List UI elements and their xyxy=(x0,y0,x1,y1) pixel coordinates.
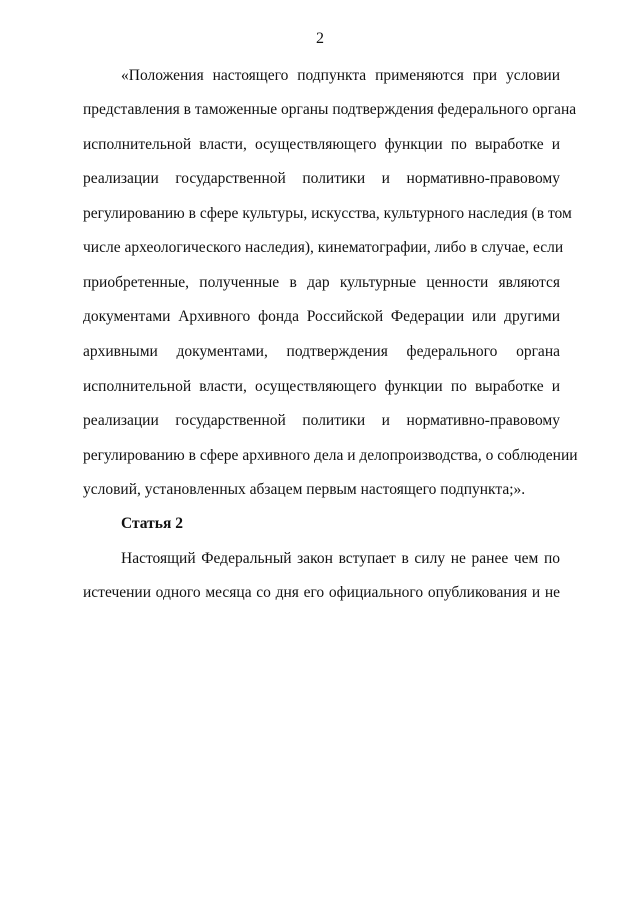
text-line: приобретенные, полученные в дар культурные ценности являются xyxy=(83,274,560,291)
text-line: реализации государственной политики и нормативно-правовому xyxy=(83,412,560,429)
text-line: документами Архивного фонда Российской Федерации или другими xyxy=(83,308,560,325)
text-line: исполнительной власти, осуществляющего функции по выработке и xyxy=(83,136,560,153)
page-number: 2 xyxy=(316,30,324,47)
text-line: представления в таможенные органы подтверждения федерального органа xyxy=(83,101,577,118)
text-line: архивными документами, подтверждения федерального органа xyxy=(83,343,560,360)
text-line: «Положения настоящего подпункта применяются при условии xyxy=(121,67,560,84)
article-heading: Статья 2 xyxy=(121,515,183,532)
text-line: числе археологического наследия), кинематографии, либо в случае, если xyxy=(83,239,564,256)
text-line: регулированию в сфере архивного дела и делопроизводства, о соблюдении xyxy=(83,447,578,464)
text-line: условий, установленных абзацем первым настоящего подпункта;». xyxy=(83,481,526,498)
text-line: Настоящий Федеральный закон вступает в силу не ранее чем по xyxy=(121,550,560,567)
text-line: реализации государственной политики и нормативно-правовому xyxy=(83,170,560,187)
text-line: истечении одного месяца со дня его официального опубликования и не xyxy=(83,584,560,601)
text-line: регулированию в сфере культуры, искусства, культурного наследия (в том xyxy=(83,205,572,222)
text-line: исполнительной власти, осуществляющего функции по выработке и xyxy=(83,378,560,395)
